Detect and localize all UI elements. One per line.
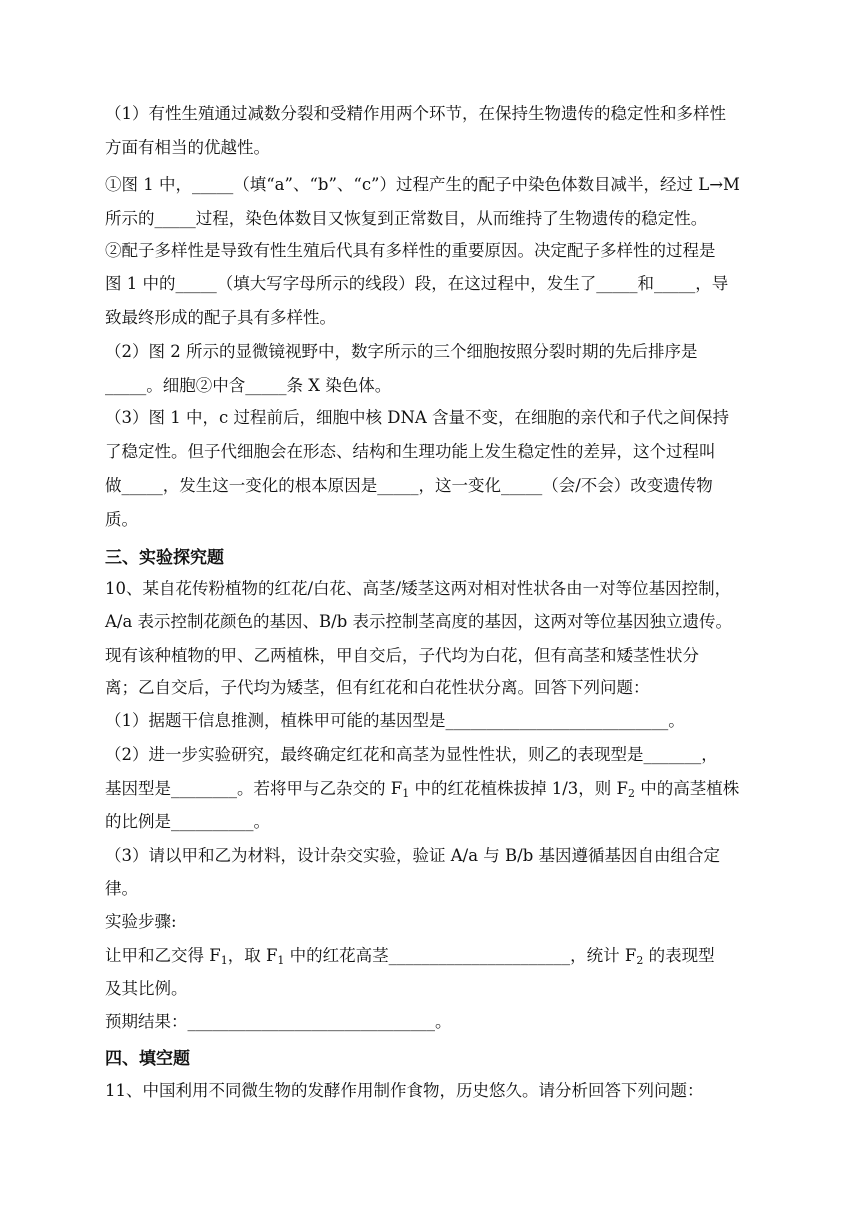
q9-part3-line3: 做_____，发生这一变化的根本原因是_____，这一变化_____（会/不会）改变遗传物 (105, 476, 713, 495)
q9-sub1-line2: 所示的_____过程，染色体数目又恢复到正常数目，从而维持了生物遗传的稳定性。 (105, 209, 708, 228)
q9-part3-line4: 质。 (105, 510, 138, 529)
section-heading-fill-in: 四、填空题 (105, 1049, 190, 1069)
q9-part3-line2: 了稳定性。但子代细胞会在形态、结构和生理功能上发生稳定性的差异，这个过程叫 (105, 442, 716, 461)
q10-experiment-steps-line1 (105, 944, 765, 968)
q9-sub2-line2: 图 1 中的_____（填大写字母所示的线段）段，在这过程中，发生了_____和_____，导 (105, 274, 729, 293)
q9-part1-line1: （1）有性生殖通过减数分裂和受精作用两个环节，在保持生物遗传的稳定性和多样性 (105, 104, 726, 123)
section-heading-experiment: 三、实验探究题 (105, 548, 224, 568)
subscript-1: 1 (277, 954, 285, 967)
q10-part2-line2-text-a: 基因型是________。若将甲与乙杂交的 F (105, 779, 403, 798)
q9-part1-line2: 方面有相当的优越性。 (105, 138, 270, 157)
q10-expected-result: 预期结果：______________________________。 (105, 1012, 452, 1031)
q10-experiment-steps-line2: 及其比例。 (105, 979, 188, 998)
q10-line3: 现有该种植物的甲、乙两植株，甲自交后，子代均为白花，但有高茎和矮茎性状分 (105, 646, 699, 665)
subscript-2: 2 (636, 954, 644, 967)
q9-sub2-line1: ②配子多样性是导致有性生殖后代具有多样性的重要原因。决定配子多样性的过程是 (105, 241, 716, 260)
q10-steps-text-c: 中的红花高茎______________________，统计 F (284, 946, 637, 965)
q11-line1: 11、中国利用不同微生物的发酵作用制作食物，历史悠久。请分析回答下列问题： (105, 1081, 704, 1100)
q10-part3-line1: （3）请以甲和乙为材料，设计杂交实验，验证 A/a 与 B/b 基因遵循基因自由组合定 (105, 846, 721, 865)
q9-part2-line1: （2）图 2 所示的显微镜视野中，数字所示的三个细胞按照分裂时期的先后排序是 (105, 342, 698, 361)
q9-part2-line2: _____。细胞②中含_____条 X 染色体。 (105, 376, 392, 395)
q10-part2-line1: （2）进一步实验研究，最终确定红花和高茎为显性性状，则乙的表现型是_______， (105, 745, 718, 764)
q10-part3-line2: 律。 (105, 879, 138, 898)
q10-part2-line2-text-c: 中的高茎植株 (634, 779, 740, 798)
q10-line1: 10、某自花传粉植物的红花/白花、高茎/矮茎这两对相对性状各由一对等位基因控制， (105, 579, 732, 598)
q9-sub2-line3: 致最终形成的配子具有多样性。 (105, 308, 336, 327)
q10-steps-text-b: ，取 F (227, 946, 278, 965)
q10-line4: 离；乙自交后，子代均为矮茎，但有红花和白花性状分离。回答下列问题： (105, 678, 650, 697)
q10-part2-line2 (105, 777, 765, 801)
q10-steps-text-d: 的表现型 (643, 946, 715, 965)
q9-part3-line1: （3）图 1 中，c 过程前后，细胞中核 DNA 含量不变，在细胞的亲代和子代之间保持 (105, 408, 730, 427)
q10-line2: A/a 表示控制花颜色的基因、B/b 表示控制茎高度的基因，这两对等位基因独立遗传。 (105, 612, 733, 631)
q10-steps-text-a: 让甲和乙交得 F (105, 946, 221, 965)
subscript-1: 1 (220, 954, 228, 967)
q10-experiment-steps-label: 实验步骤: (105, 912, 177, 931)
q10-part1: （1）据题干信息推测，植株甲可能的基因型是___________________________。 (105, 711, 685, 730)
subscript-2: 2 (627, 787, 635, 800)
subscript-1: 1 (402, 787, 410, 800)
q10-part2-line3: 的比例是__________。 (105, 812, 270, 831)
q10-part2-line2-text-b: 中的红花植株拔掉 1/3，则 F (409, 779, 628, 798)
q9-sub1-line1: ①图 1 中，_____（填“a”、“b”、“c”）过程产生的配子中染色体数目减半，经过 L→M (105, 175, 740, 194)
